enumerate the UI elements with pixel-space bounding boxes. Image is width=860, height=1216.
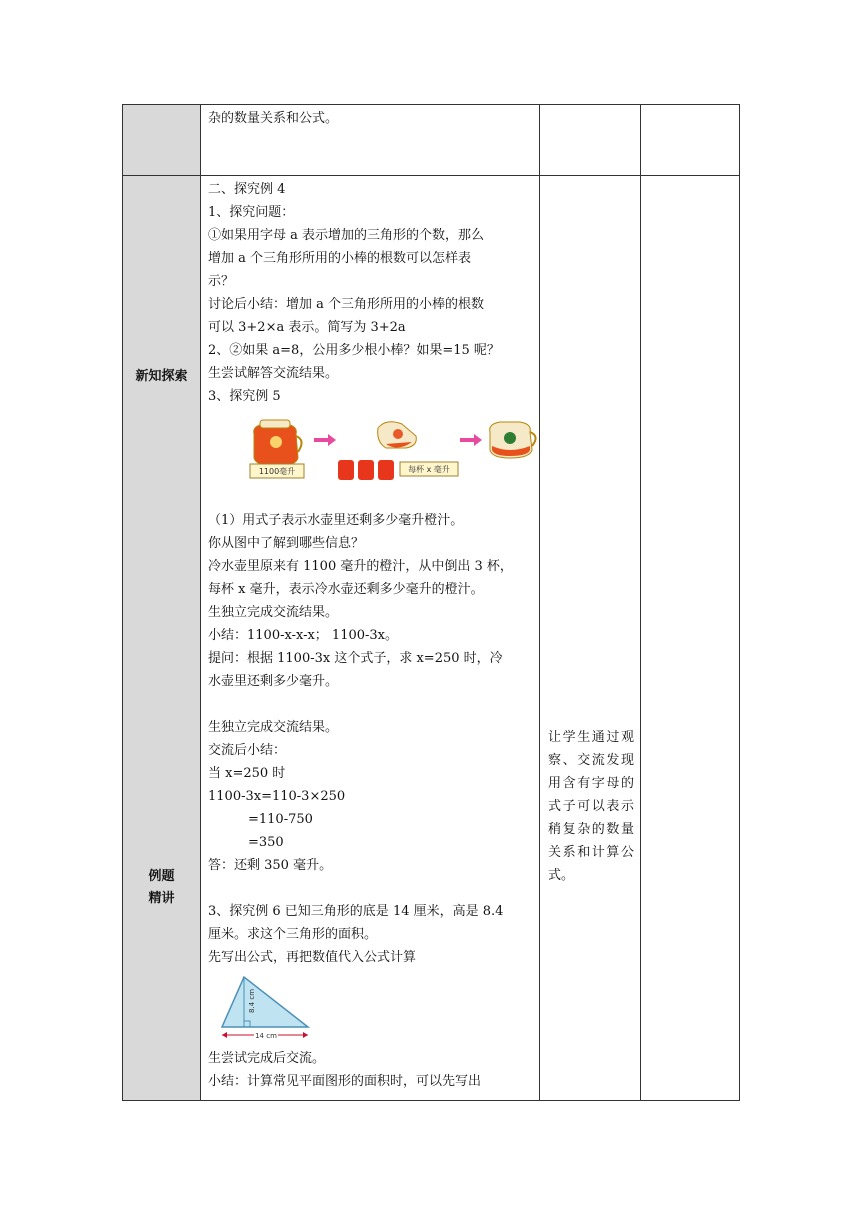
design-intent-note: 让学生通过观察、交流发现用含有字母的式子可以表示稍复杂的数量关系和计算公式。 (548, 730, 634, 883)
content-line: 先写出公式，再把数值代入公式计算 (208, 950, 417, 965)
table-row (123, 105, 740, 176)
content-line: ①如果用字母 a 表示增加的三角形的个数，那么 (208, 228, 485, 243)
content-line: 生独立完成交流结果。 (208, 720, 339, 735)
extra-cell (641, 105, 740, 176)
content-line: 冷水壶里原来有 1100 毫升的橙汁，从中倒出 3 杯， (208, 559, 513, 574)
content-line: 讨论后小结：增加 a 个三角形所用的小棒的根数 (208, 297, 485, 312)
stage-label-example-2: 精讲 (148, 891, 175, 906)
content-line: 每杯 x 毫升，表示冷水壶还剩多少毫升的橙汁。 (208, 582, 484, 597)
intent-cell (540, 176, 641, 1101)
content-line: 你从图中了解到哪些信息？ (208, 536, 365, 551)
stage-label-example-1: 例题 (148, 869, 175, 884)
content-line: 1、探究问题： (208, 205, 295, 220)
content-line: 小结：1100-x-x-x； 1100-3x。 (208, 628, 399, 643)
content-line: 示？ (208, 274, 235, 289)
content-line: （1）用式子表示水壶里还剩多少毫升橙汁。 (208, 513, 464, 528)
solution-step: =350 (248, 835, 284, 850)
table-row (123, 176, 740, 1101)
content-line: 水壶里还剩多少毫升。 (208, 674, 339, 689)
intent-cell (540, 105, 641, 176)
solution-step: =110-750 (248, 812, 313, 827)
pitcher-volume-label: 1100毫升 (258, 467, 296, 476)
stage-cell (123, 176, 201, 1101)
content-line: 厘米。求这个三角形的面积。 (208, 927, 378, 942)
content-line: 小结：计算常见平面图形的面积时，可以先写出 (208, 1074, 482, 1089)
triangle-base-label: 14 cm (255, 1032, 277, 1040)
content-line: 交流后小结： (208, 743, 287, 758)
stage-label-new-knowledge: 新知探索 (135, 369, 188, 384)
lesson-plan-table (122, 104, 740, 1101)
content-line: 生尝试解答交流结果。 (208, 366, 339, 381)
content-line: 增加 a 个三角形所用的小棒的根数可以怎样表 (208, 251, 472, 266)
content-line: 生尝试完成后交流。 (208, 1051, 326, 1066)
content-line: 杂的数量关系和公式。 (208, 111, 339, 126)
content-line: 3、探究例 5 (208, 389, 281, 404)
stage-cell (123, 105, 201, 176)
answer-line: 答：还剩 350 毫升。 (208, 858, 333, 873)
extra-cell (641, 176, 740, 1101)
content-line: 可以 3+2×a 表示。简写为 3+2a (208, 320, 406, 335)
content-line: 二、探究例 4 (208, 182, 286, 197)
content-line: 2、②如果 a=8，公用多少根小棒？如果=15 呢？ (208, 343, 500, 358)
content-line: 1100-3x=110-3×250 (208, 789, 346, 804)
juice-pitcher-illustration (246, 414, 546, 482)
triangle-diagram (216, 971, 316, 1043)
content-line: 生独立完成交流结果。 (208, 605, 339, 620)
content-line: 3、探究例 6 已知三角形的底是 14 厘米，高是 8.4 (208, 904, 504, 919)
content-line: 当 x=250 时 (208, 766, 286, 781)
triangle-height-label: 8.4 cm (248, 988, 256, 1013)
content-cell (201, 105, 540, 176)
content-cell (201, 176, 540, 1101)
cup-volume-label: 每杯 x 毫升 (408, 465, 450, 474)
content-line: 提问：根据 1100-3x 这个式子，求 x=250 时，冷 (208, 651, 503, 666)
